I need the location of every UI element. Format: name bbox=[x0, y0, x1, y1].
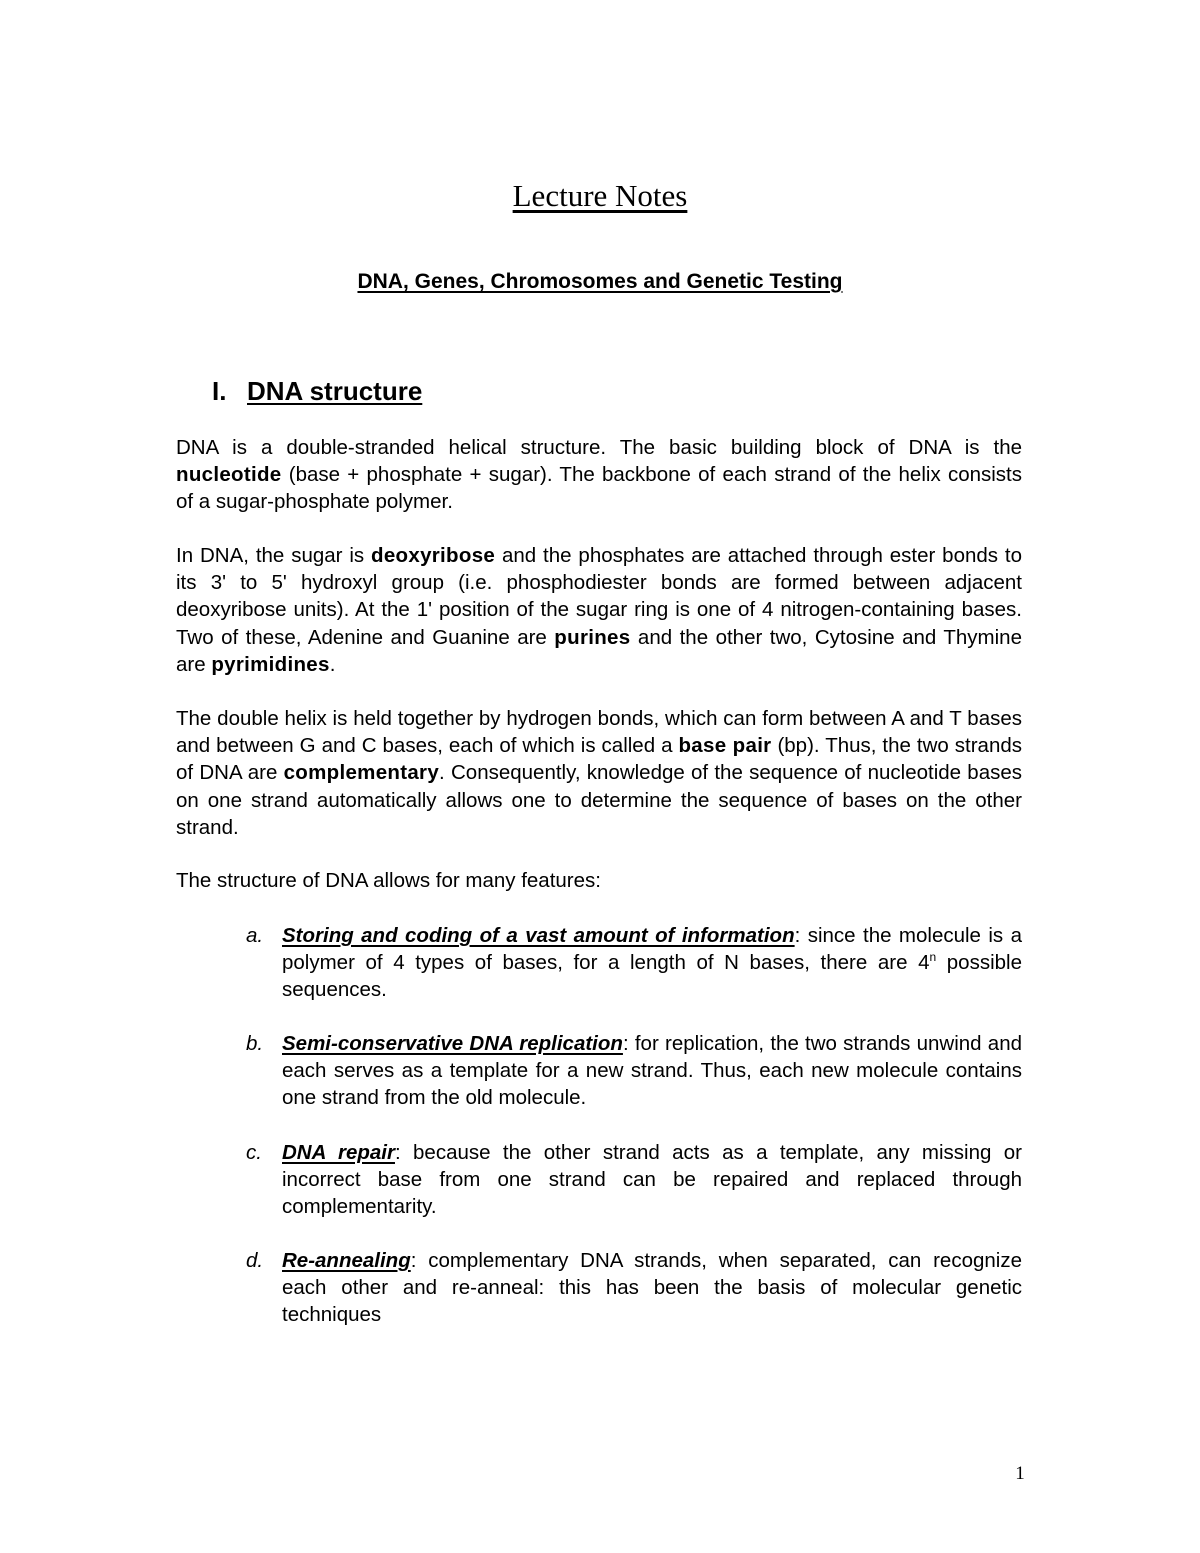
superscript-n: n bbox=[929, 950, 937, 965]
document-subtitle: DNA, Genes, Chromosomes and Genetic Testing bbox=[357, 270, 843, 293]
list-item: c. DNA repair: because the other strand acts as a template, any missing or incorrect base from one strand can be repaired and replaced through complementarity. bbox=[246, 1141, 1022, 1219]
page-number: 1 bbox=[1015, 1463, 1025, 1484]
document-title: Lecture Notes bbox=[512, 178, 688, 213]
section-heading bbox=[212, 374, 422, 408]
list-item-letter: c. bbox=[246, 1141, 262, 1164]
term-nucleotide: nucleotide bbox=[176, 463, 282, 487]
section-number: I. bbox=[212, 376, 227, 406]
term-pyrimidines: pyrimidines bbox=[211, 652, 330, 676]
list-item-term: Storing and coding of a vast amount of information bbox=[282, 924, 795, 947]
term-deoxyribose: deoxyribose bbox=[371, 544, 496, 567]
list-item: a. Storing and coding of a vast amount of information: since the molecule is a polymer of 4 types of bases, for a length of N bases, there are 4$^n$ possible sequences. bbox=[246, 924, 1022, 1002]
list-item-term: Re-annealing bbox=[282, 1249, 411, 1272]
list-item-letter: b. bbox=[246, 1032, 264, 1055]
paragraph-double-helix: The double helix is held together by hydrogen bonds, which can form between A and T bases and between G and C bases, each of which is called a base pair (bp). Thus, the two strands of DNA are complementary. Consequently, knowledge of the sequence of nucleotide bases on one strand automatically allows one to determine the sequence of bases on the other strand. bbox=[176, 707, 1023, 839]
paragraph-sugar-bases: In DNA, the sugar is deoxyribose and the phosphates are attached through ester bonds to its 3' to 5' hydroxyl group (i.e. phosphodiester bonds are formed between adjacent deoxyribose units). At the 1' position of the sugar ring is one of 4 nitrogen-containing bases. Two of these, Adenine and Guanine are purines and the other two, Cytosine and Thymine are pyrimidines. bbox=[176, 544, 1023, 676]
list-item-term: DNA repair bbox=[282, 1141, 395, 1164]
list-item: b. Semi-conservative DNA replication: for replication, the two strands unwind and each serves as a template for a new strand. Thus, each new molecule contains one strand from the old molecule. bbox=[246, 1032, 1022, 1110]
term-base-pair: base pair bbox=[678, 734, 772, 758]
list-item-term: Semi-conservative DNA replication bbox=[282, 1032, 623, 1055]
paragraph-features-intro: The structure of DNA allows for many features: bbox=[176, 869, 601, 892]
list-item-letter: d. bbox=[246, 1249, 264, 1272]
term-purines: purines bbox=[554, 625, 631, 649]
list-item-letter: a. bbox=[246, 924, 264, 947]
paragraph-dna-structure: DNA is a double-stranded helical structure. The basic building block of DNA is the nucleotide (base + phosphate + sugar). The backbone of each strand of the helix consists of a sugar-phosphate polymer. bbox=[176, 436, 1022, 514]
list-item: d. Re-annealing: complementary DNA strands, when separated, can recognize each other and re-anneal: this has been the basis of molecular genetic techniques bbox=[246, 1249, 1022, 1327]
section-title: DNA structure bbox=[247, 376, 423, 406]
term-complementary: complementary bbox=[283, 761, 440, 785]
